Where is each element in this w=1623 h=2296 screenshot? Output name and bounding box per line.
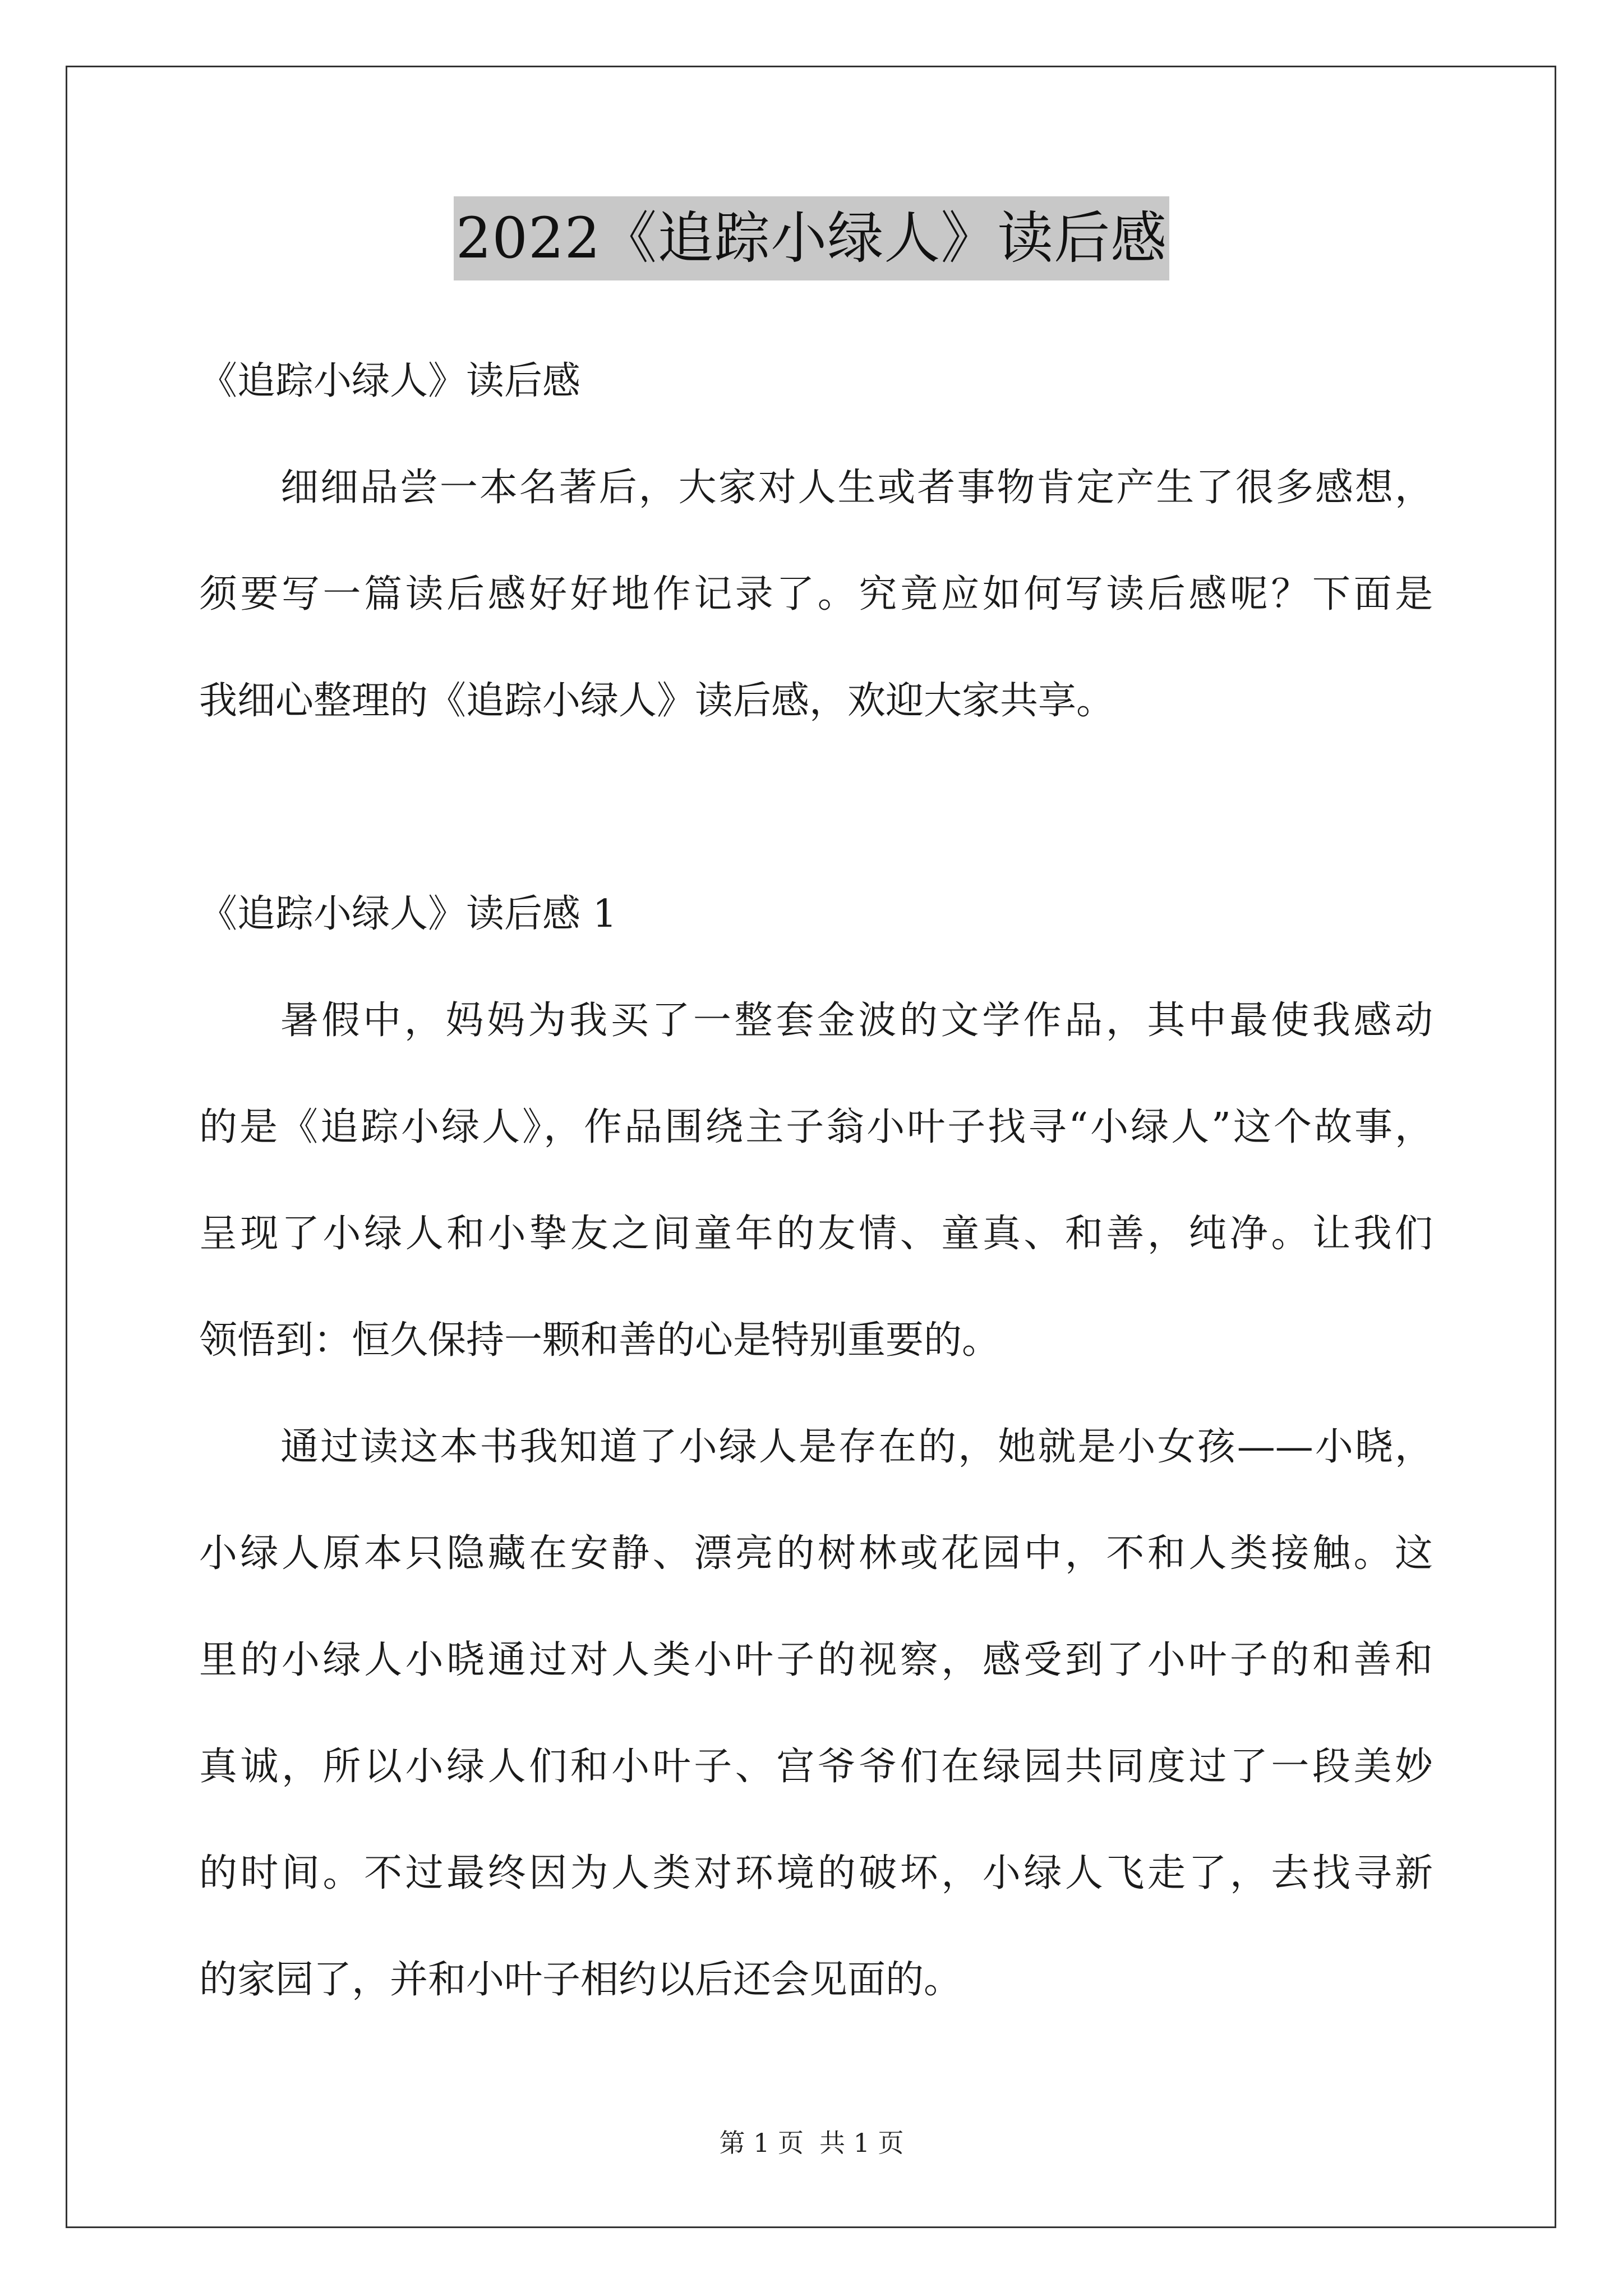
intro-heading: 《追踪小绿人》读后感	[199, 359, 581, 403]
document-title: 2022《追踪小绿人》读后感	[454, 196, 1170, 280]
intro-paragraph-line: 细细品尝一本名著后，大家对人生或者事物肯定产生了很多感想，	[280, 466, 1433, 510]
paragraph-line: 通过读这本书我知道了小绿人是存在的，她就是小女孩——小晓，	[280, 1425, 1433, 1469]
paragraph-line: 小绿人原本只隐藏在安静、漂亮的树林或花园中，不和人类接触。这	[199, 1531, 1433, 1576]
paragraph-line: 领悟到：恒久保持一颗和善的心是特别重要的。	[199, 1318, 1000, 1363]
page-number: 第 1 页	[719, 2128, 804, 2158]
paragraph-line: 的是《追踪小绿人》，作品围绕主子翁小叶子找寻“小绿人”这个故事，	[199, 1105, 1433, 1149]
paragraph-line: 呈现了小绿人和小挚友之间童年的友情、童真、和善，纯净。让我们	[199, 1212, 1433, 1256]
page-total: 共 1 页	[819, 2128, 904, 2158]
paragraph-line: 的时间。不过最终因为人类对环境的破坏，小绿人飞走了，去找寻新	[199, 1851, 1433, 1895]
paragraph-line: 暑假中，妈妈为我买了一整套金波的文学作品，其中最使我感动	[280, 999, 1433, 1043]
title-container	[0, 196, 1623, 280]
paragraph-line: 的家园了，并和小叶子相约以后还会见面的。	[199, 1958, 962, 2002]
page-footer	[0, 2126, 1623, 2160]
paragraph-line: 里的小绿人小晓通过对人类小叶子的视察，感受到了小叶子的和善和	[199, 1638, 1433, 1682]
paragraph-line: 真诚，所以小绿人们和小叶子、宫爷爷们在绿园共同度过了一段美妙	[199, 1745, 1433, 1789]
intro-paragraph-line: 我细心整理的《追踪小绿人》读后感，欢迎大家共享。	[199, 679, 1115, 723]
section-heading-1: 《追踪小绿人》读后感 1	[199, 892, 617, 936]
intro-paragraph-line: 须要写一篇读后感好好地作记录了。究竟应如何写读后感呢？下面是	[199, 572, 1433, 616]
